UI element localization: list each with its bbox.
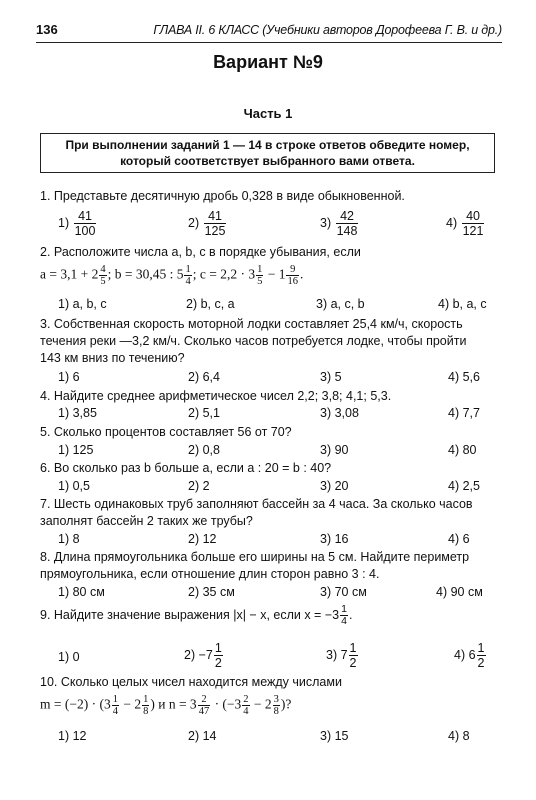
task-10-option-3[interactable]: 3) 15 [320, 729, 349, 743]
task-2-option-2[interactable]: 2) b, c, a [186, 297, 235, 311]
part-title: Часть 1 [243, 106, 293, 121]
task-5-text: 5. Сколько процентов составляет 56 от 70? [40, 425, 292, 439]
task-8-text-line-1: 8. Длина прямоугольника больше его ширины на 5 см. Найдите периметр [40, 550, 470, 564]
instruction-box: При выполнении заданий 1 — 14 в строке ответов обведите номер, который соответствует выбранного вами ответа. [40, 133, 495, 173]
variant-title: Вариант №9 [213, 52, 323, 72]
task-6-option-4[interactable]: 4) 2,5 [448, 479, 480, 493]
task-5-option-4[interactable]: 4) 80 [448, 443, 477, 457]
task-3-option-4[interactable]: 4) 5,6 [448, 370, 480, 384]
task-3-text-line-2: течения реки —3,2 км/ч. Сколько часов потребуется лодке, чтобы пройти [40, 334, 467, 348]
fraction: $\frac{1}{2}$ [477, 641, 485, 670]
task-7-text-line-2: заполнят бассейн 2 таких же трубы? [40, 514, 253, 528]
task-10-text: 10. Сколько целых чисел находится между числами [40, 675, 342, 689]
task-3-text-line-1: 3. Собственная скорость моторной лодки составляет 25,4 км/ч, скорость [40, 317, 463, 331]
fraction: $\frac{3}{8}$ [273, 694, 279, 717]
task-3-option-2[interactable]: 2) 6,4 [188, 370, 220, 384]
fraction: $\frac{1}{2}$ [349, 641, 357, 670]
fraction: $\frac{1}{8}$ [143, 694, 149, 717]
option-label: 4) 6 [454, 647, 476, 662]
fraction: $\frac{40}{121}$ [462, 209, 484, 238]
task-9-text: 9. Найдите значение выражения |x| − x, если x = −3 $\frac{1}{4}$ . [40, 603, 353, 627]
task-8-option-1[interactable]: 1) 80 см [58, 585, 105, 599]
option-label: 2) [188, 215, 200, 230]
task-2-option-4[interactable]: 4) b, a, c [438, 297, 487, 311]
task-4-option-3[interactable]: 3) 3,08 [320, 406, 359, 420]
task-10-expression: m = (−2) · (3 $\frac{1}{4}$ − 2 $\frac{1}{8}$ ) и n = 3 $\frac{2}{47}$ · (−3 $\frac{2}{4}$ − 2 $\frac{3}{8}$ )? [40, 694, 292, 717]
task-7-option-4[interactable]: 4) 6 [448, 532, 470, 546]
task-10-option-4[interactable]: 4) 8 [448, 729, 470, 743]
fraction: $\frac{4}{5}$ [100, 264, 106, 287]
task-2-option-1[interactable]: 1) a, b, c [58, 297, 107, 311]
task-4-text: 4. Найдите среднее арифметическое чисел 2,2; 3,8; 4,1; 5,3. [40, 389, 392, 403]
fraction: $\frac{1}{4}$ [341, 603, 347, 627]
task-9-option-4[interactable] [454, 641, 487, 670]
task-8-option-4[interactable]: 4) 90 см [436, 585, 483, 599]
task-9-option-3[interactable] [326, 641, 359, 670]
page-number: 136 [36, 22, 58, 37]
fraction: $\frac{9}{16}$ [287, 264, 298, 287]
task-1-option-3[interactable] [320, 209, 359, 238]
option-label: 1) [58, 215, 70, 230]
task-7-option-2[interactable]: 2) 12 [188, 532, 217, 546]
running-title: ГЛАВА II. 6 КЛАСС (Учебники авторов Дорофеева Г. В. и др.) [153, 23, 502, 37]
fraction: $\frac{1}{2}$ [214, 641, 222, 670]
task-1-text: 1. Представьте десятичную дробь 0,328 в виде обыкновенной. [40, 189, 405, 203]
task-5-option-1[interactable]: 1) 125 [58, 443, 94, 457]
fraction: $\frac{1}{4}$ [112, 694, 118, 717]
task-8-option-3[interactable]: 3) 70 см [320, 585, 367, 599]
task-6-option-1[interactable]: 1) 0,5 [58, 479, 90, 493]
task-4-option-4[interactable]: 4) 7,7 [448, 406, 480, 420]
task-7-option-1[interactable]: 1) 8 [58, 532, 80, 546]
option-label: 3) [320, 215, 332, 230]
task-5-option-3[interactable]: 3) 90 [320, 443, 349, 457]
fraction: $\frac{1}{4}$ [185, 264, 191, 287]
task-1-option-4[interactable] [446, 209, 485, 238]
task-4-option-1[interactable]: 1) 3,85 [58, 406, 97, 420]
fraction: $\frac{42}{148}$ [336, 209, 358, 238]
option-label: 2) −7 [184, 647, 213, 662]
task-7-text-line-1: 7. Шесть одинаковых труб заполняют бассейн за 4 часа. За сколько часов [40, 497, 473, 511]
task-6-option-3[interactable]: 3) 20 [320, 479, 349, 493]
fraction: $\frac{41}{100}$ [74, 209, 96, 238]
task-10-option-2[interactable]: 2) 14 [188, 729, 217, 743]
fraction: $\frac{1}{5}$ [257, 264, 263, 287]
task-3-option-1[interactable]: 1) 6 [58, 370, 80, 384]
task-9-option-1[interactable]: 1) 0 [58, 650, 80, 664]
task-3-option-3[interactable]: 3) 5 [320, 370, 342, 384]
task-2-text: 2. Расположите числа a, b, c в порядке убывания, если [40, 245, 361, 259]
page-header [36, 20, 502, 43]
task-6-text: 6. Во сколько раз b больше a, если a : 20 = b : 40? [40, 461, 332, 475]
option-label: 4) [446, 215, 458, 230]
task-10-option-1[interactable]: 1) 12 [58, 729, 87, 743]
option-label: 3) 7 [326, 647, 348, 662]
task-4-option-2[interactable]: 2) 5,1 [188, 406, 220, 420]
task-8-option-2[interactable]: 2) 35 см [188, 585, 235, 599]
task-5-option-2[interactable]: 2) 0,8 [188, 443, 220, 457]
task-3-text-line-3: 143 км вниз по течению? [40, 351, 185, 365]
task-2-option-3[interactable]: 3) a, c, b [316, 297, 365, 311]
task-1-option-2[interactable] [188, 209, 227, 238]
task-2-expression: a = 3,1 + 2 $\frac{4}{5}$ ; b = 30,45 : 5 $\frac{1}{4}$ ; c = 2,2 · 3 $\frac{1}{5}$ − 1 $\frac{9}{16}$ . [40, 264, 304, 287]
task-1-option-1[interactable] [58, 209, 97, 238]
task-9-option-2[interactable] [184, 641, 224, 670]
fraction: $\frac{41}{125}$ [204, 209, 226, 238]
fraction: $\frac{2}{47}$ [198, 694, 210, 717]
task-7-option-3[interactable]: 3) 16 [320, 532, 349, 546]
fraction: $\frac{2}{4}$ [243, 694, 249, 717]
task-8-text-line-2: прямоугольника, если отношение длин сторон равно 3 : 4. [40, 567, 380, 581]
task-6-option-2[interactable]: 2) 2 [188, 479, 210, 493]
